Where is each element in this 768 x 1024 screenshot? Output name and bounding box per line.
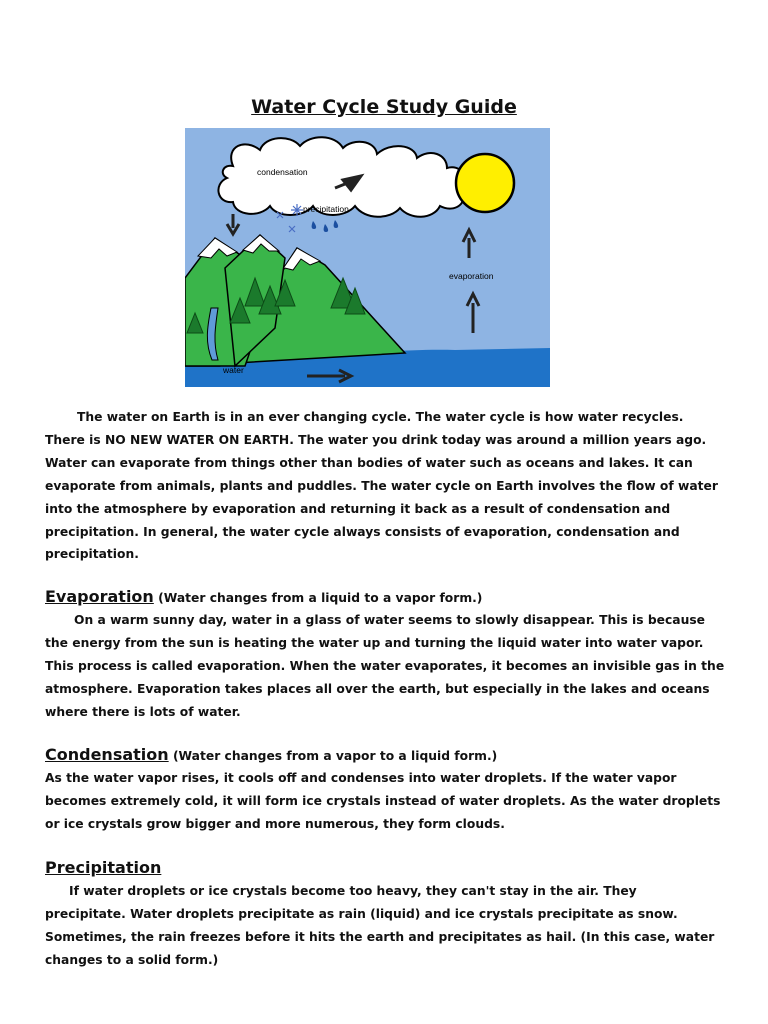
- intro-line: precipitation. In general, the water cycle always consists of evaporation, condensation and: [45, 524, 680, 539]
- label-evaporation: evaporation: [449, 271, 494, 281]
- intro-line: The water on Earth is in an ever changing cycle. The water cycle is how water recycles.: [77, 410, 684, 424]
- evaporation-line: where there is lots of water.: [45, 704, 241, 719]
- precipitation-line: If water droplets or ice crystals become too heavy, they can't stay in the air. They: [69, 884, 637, 898]
- precipitation-heading: Precipitation: [45, 858, 162, 877]
- evaporation-line: atmosphere. Evaporation takes places all over the earth, but especially in the lakes and oceans: [45, 681, 710, 696]
- condensation-heading: Condensation: [45, 745, 169, 764]
- water-cycle-diagram: [185, 128, 550, 387]
- condensation-heading-row: [45, 744, 725, 767]
- evaporation-note: (Water changes from a liquid to a vapor form.): [158, 591, 483, 605]
- evaporation-line: On a warm sunny day, water in a glass of water seems to slowly disappear. This is because: [74, 613, 706, 627]
- page-title: Water Cycle Study Guide: [251, 96, 517, 118]
- condensation-line: becomes extremely cold, it will form ice crystals instead of water droplets. As the water droplets: [45, 793, 721, 808]
- sun: [456, 154, 514, 212]
- label-condensation: condensation: [257, 167, 308, 177]
- evaporation-heading-row: [45, 586, 725, 609]
- intro-line: There is NO NEW WATER ON EARTH. The water you drink today was around a million years ago.: [45, 432, 707, 447]
- label-precipitation: precipitation: [303, 204, 349, 214]
- evaporation-section: [45, 586, 725, 724]
- condensation-line: As the water vapor rises, it cools off and condenses into water droplets. If the water vapor: [45, 771, 677, 785]
- evaporation-line: the energy from the sun is heating the water up and turning the liquid water into water vapor.: [45, 635, 704, 650]
- condensation-note: (Water changes from a vapor to a liquid form.): [172, 749, 498, 763]
- intro-line: evaporate from animals, plants and puddles. The water cycle on Earth involves the flow of water: [45, 478, 718, 493]
- condensation-section: [45, 744, 725, 836]
- label-water: water: [223, 365, 244, 375]
- intro-line: into the atmosphere by evaporation and returning it back as a result of condensation and: [45, 501, 671, 516]
- precipitation-line: Sometimes, the rain freezes before it hits the earth and precipitates as hail. (In this case, water: [45, 929, 715, 944]
- precipitation-heading-row: [45, 857, 725, 880]
- precipitation-section: [45, 857, 725, 972]
- condensation-line: or ice crystals grow bigger and more numerous, they form clouds.: [45, 816, 505, 831]
- precipitation-line: changes to a solid form.): [45, 952, 219, 967]
- evaporation-heading: Evaporation: [45, 587, 154, 606]
- intro-paragraph: [45, 406, 725, 566]
- evaporation-line: This process is called evaporation. When the water evaporates, it becomes an invisible gas in the: [45, 658, 725, 673]
- intro-line: precipitation.: [45, 547, 139, 562]
- precipitation-line: precipitate. Water droplets precipitate as rain (liquid) and ice crystals precipitate as snow.: [45, 906, 678, 921]
- intro-line: Water can evaporate from things other than bodies of water such as oceans and lakes. It can: [45, 455, 693, 470]
